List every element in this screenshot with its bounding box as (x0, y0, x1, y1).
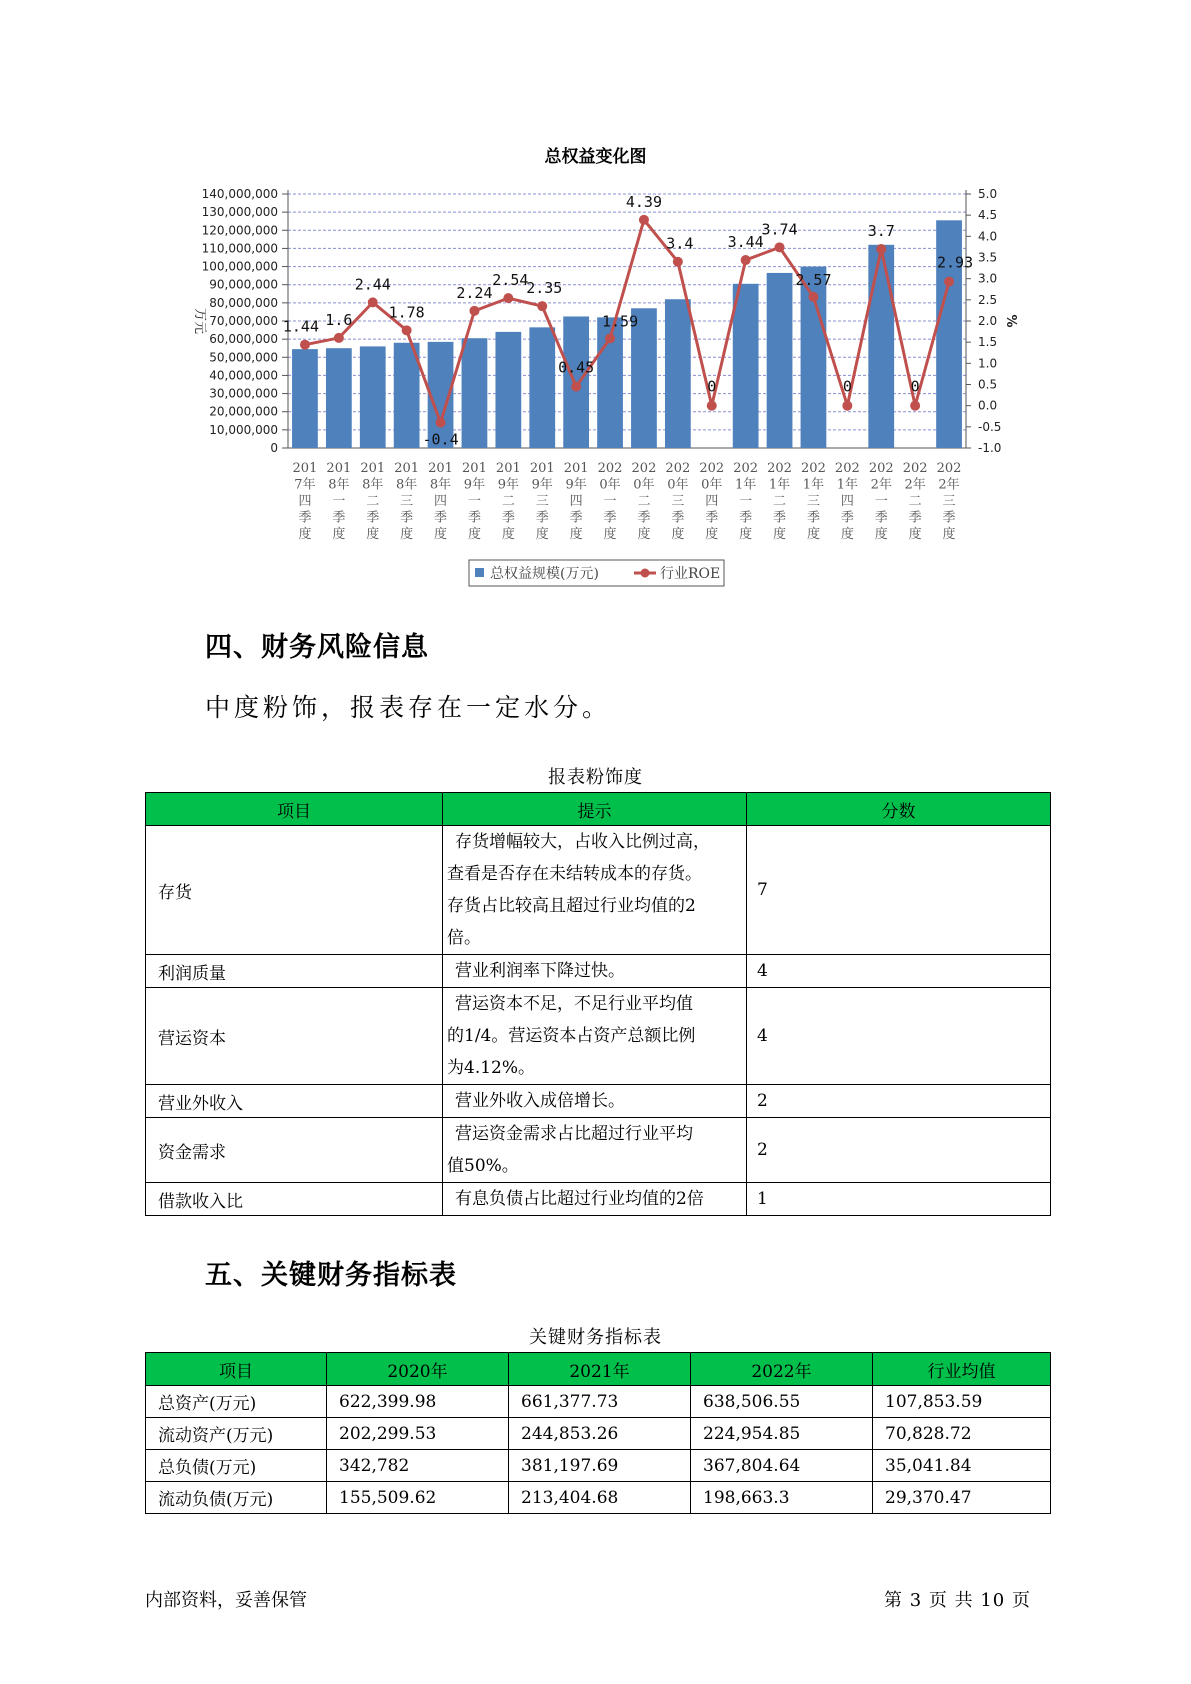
y2-tick-label: 1.5 (978, 335, 998, 350)
section5-heading: 五、关键财务指标表 (205, 1260, 457, 1291)
y2-tick-label: 3.5 (978, 250, 998, 265)
risk-item: 存货 (146, 826, 443, 955)
y2-tick-label: 2.5 (978, 292, 998, 307)
risk-table-row (146, 1118, 1051, 1183)
risk-score: 7 (747, 826, 1051, 955)
risk-table-row (146, 826, 1051, 955)
roe-point (300, 340, 310, 350)
y-tick-label: 60,000,000 (209, 332, 278, 347)
roe-data-label: 2.93 (936, 253, 974, 272)
roe-point (639, 215, 649, 225)
roe-data-label: 0 (707, 377, 717, 396)
x-tick-label: 202 1年三季度 (801, 461, 826, 542)
roe-point (503, 293, 513, 303)
risk-hint-line: 为4.12%。 (447, 1058, 536, 1078)
roe-data-label: 4.39 (625, 192, 663, 211)
risk-hint-line: 营运资本不足，不足行业平均值 (455, 994, 693, 1014)
kpi-table-row (146, 1418, 1051, 1450)
risk-table-row (146, 955, 1051, 988)
y2-tick-label: 0.0 (978, 398, 998, 413)
risk-table-caption: 报表粉饰度 (548, 767, 643, 788)
roe-data-label: 3.74 (761, 220, 798, 239)
kpi-table-row (146, 1450, 1051, 1482)
equity-chart (0, 0, 1191, 600)
risk-item: 营运资本 (146, 988, 443, 1085)
roe-data-label: 1.44 (282, 317, 320, 336)
y-tick-label: 110,000,000 (201, 241, 278, 256)
y2-tick-label: 3.0 (978, 271, 998, 286)
roe-data-label: 2.35 (526, 279, 563, 298)
y-tick-label: 120,000,000 (201, 223, 278, 238)
risk-hint-line: 有息负债占比超过行业均值的2倍 (455, 1189, 704, 1209)
x-tick-label: 202 2年三季度 (936, 461, 962, 542)
kpi-value: 29,370.47 (873, 1482, 1051, 1514)
y-tick-label: 80,000,000 (209, 295, 278, 310)
y2-tick-label: 2.0 (978, 314, 998, 328)
roe-data-label: 1.59 (601, 312, 639, 331)
kpi-value: 638,506.55 (691, 1386, 873, 1418)
y2-tick-label: 5.0 (978, 187, 998, 201)
legend-bar-swatch (475, 568, 484, 577)
legend-line-marker (641, 569, 650, 578)
roe-point (808, 292, 818, 302)
kpi-table-caption: 关键财务指标表 (529, 1327, 662, 1348)
roe-data-label: 2.57 (795, 270, 832, 289)
kpi-value: 35,041.84 (873, 1450, 1051, 1482)
roe-point (469, 306, 479, 316)
y-tick-label: 0 (270, 441, 278, 455)
kpi-value: 244,853.26 (509, 1418, 691, 1450)
section4-heading: 四、财务风险信息 (205, 632, 429, 663)
x-tick-label: 202 2年一季度 (868, 461, 894, 542)
y2-tick-label: 4.5 (978, 208, 998, 223)
roe-data-label: 2.24 (456, 283, 493, 302)
roe-point (910, 401, 920, 411)
risk-hint (443, 1085, 747, 1118)
risk-score: 4 (747, 988, 1051, 1085)
equity-bar (326, 348, 352, 448)
legend-bar-label: 总权益规模(万元) (490, 566, 599, 582)
x-tick-label: 201 9年四季度 (563, 461, 589, 542)
y2-tick-label: 0.5 (978, 377, 998, 392)
y-tick-label: 10,000,000 (209, 422, 278, 437)
x-tick-label: 201 8年三季度 (394, 461, 420, 542)
y-tick-label: 100,000,000 (201, 259, 278, 274)
kpi-value: 202,299.53 (327, 1418, 509, 1450)
risk-hint-line: 营业外收入成倍增长。 (455, 1091, 625, 1111)
equity-bar (665, 299, 691, 448)
equity-bar (360, 346, 386, 448)
kpi-header-2021: 2021年 (509, 1353, 691, 1386)
risk-hint-line: 倍。 (447, 928, 481, 948)
roe-point (673, 257, 683, 267)
y2-axis-title: % (1003, 314, 1018, 328)
x-tick-label: 201 8年一季度 (326, 461, 352, 542)
kpi-value: 213,404.68 (509, 1482, 691, 1514)
equity-bar (767, 273, 793, 448)
x-tick-label: 202 1年二季度 (767, 461, 792, 542)
risk-hint-line: 查看是否存在未结转成本的存货。 (447, 864, 702, 884)
risk-table-row (146, 1085, 1051, 1118)
risk-summary-text: 中度粉饰，报表存在一定水分。 (205, 693, 612, 722)
kpi-header-industry: 行业均值 (873, 1353, 1051, 1386)
roe-point (944, 277, 954, 287)
kpi-value: 224,954.85 (691, 1418, 873, 1450)
y-tick-label: 40,000,000 (209, 368, 278, 383)
risk-hint (443, 1118, 747, 1183)
roe-point (842, 401, 852, 411)
roe-point (741, 255, 751, 265)
roe-point (436, 418, 446, 428)
risk-score: 2 (747, 1085, 1051, 1118)
y-tick-label: 50,000,000 (209, 350, 278, 365)
header-score: 分数 (747, 793, 1051, 826)
header-item: 项目 (146, 793, 443, 826)
kpi-value: 70,828.72 (873, 1418, 1051, 1450)
kpi-item: 流动资产(万元) (146, 1418, 327, 1450)
kpi-value: 155,509.62 (327, 1482, 509, 1514)
equity-bar (868, 245, 894, 448)
y-tick-label: 90,000,000 (209, 277, 278, 292)
risk-table-row (146, 988, 1051, 1085)
kpi-value: 661,377.73 (509, 1386, 691, 1418)
kpi-value: 342,782 (327, 1450, 509, 1482)
kpi-table-row (146, 1482, 1051, 1514)
y2-tick-label: -1.0 (978, 441, 1002, 455)
y-tick-label: 70,000,000 (209, 314, 278, 328)
kpi-table-row (146, 1386, 1051, 1418)
equity-bar (495, 332, 521, 448)
roe-data-label: 0 (910, 377, 920, 396)
kpi-header-2020: 2020年 (327, 1353, 509, 1386)
header-hint: 提示 (443, 793, 747, 826)
roe-point (334, 333, 344, 343)
kpi-table-header (146, 1353, 1051, 1386)
roe-point (402, 325, 412, 335)
roe-data-label: -0.4 (422, 430, 459, 449)
roe-data-label: 0.45 (558, 358, 595, 377)
risk-hint-line: 存货增幅较大，占收入比例过高， (455, 832, 710, 852)
x-tick-label: 201 8年四季度 (428, 461, 453, 542)
kpi-value: 198,663.3 (691, 1482, 873, 1514)
risk-hint-line: 营业利润率下降过快。 (455, 961, 625, 981)
kpi-header-2022: 2022年 (691, 1353, 873, 1386)
x-tick-label: 201 8年二季度 (360, 461, 386, 542)
risk-score: 4 (747, 955, 1051, 988)
kpi-item: 总资产(万元) (146, 1386, 327, 1418)
risk-score: 1 (747, 1183, 1051, 1216)
roe-data-label: 1.6 (325, 310, 353, 329)
risk-hint-line: 存货占比较高且超过行业均值的2 (447, 896, 696, 916)
roe-point (537, 301, 547, 311)
roe-point (605, 333, 615, 343)
y2-tick-label: -0.5 (978, 419, 1002, 434)
roe-point (775, 242, 785, 252)
equity-bar (292, 349, 318, 448)
equity-bar (529, 327, 555, 448)
risk-hint-line: 值50%。 (447, 1156, 519, 1176)
x-tick-label: 202 0年一季度 (597, 461, 623, 542)
kpi-item: 流动负债(万元) (146, 1482, 327, 1514)
risk-table-row (146, 1183, 1051, 1216)
x-tick-label: 202 2年二季度 (902, 461, 928, 542)
roe-data-label: 1.78 (388, 303, 425, 322)
roe-data-label: 2.54 (492, 271, 529, 290)
risk-item: 借款收入比 (146, 1183, 443, 1216)
kpi-value: 107,853.59 (873, 1386, 1051, 1418)
footer-page-number: 第 3 页 共 10 页 (884, 1590, 1031, 1611)
x-tick-label: 202 0年三季度 (665, 461, 691, 542)
y2-tick-label: 1.0 (978, 356, 998, 371)
roe-point (707, 401, 717, 411)
kpi-table (145, 1352, 1051, 1514)
risk-item: 利润质量 (146, 955, 443, 988)
kpi-value: 381,197.69 (509, 1450, 691, 1482)
risk-hint (443, 955, 747, 988)
risk-hint (443, 826, 747, 955)
roe-point (571, 382, 581, 392)
x-tick-label: 201 7年四季度 (292, 461, 318, 542)
equity-bar (733, 284, 759, 448)
x-tick-label: 201 9年一季度 (462, 461, 487, 542)
roe-data-label: 2.44 (354, 275, 391, 294)
x-tick-label: 201 9年二季度 (495, 461, 521, 542)
roe-data-label: 0 (842, 377, 852, 396)
y-tick-label: 140,000,000 (201, 187, 278, 201)
risk-item: 资金需求 (146, 1118, 443, 1183)
x-tick-label: 201 9年三季度 (529, 461, 555, 542)
roe-data-label: 3.44 (727, 233, 764, 252)
x-tick-label: 202 1年四季度 (834, 461, 860, 542)
risk-hint-line: 的1/4。营运资本占资产总额比例 (447, 1026, 696, 1046)
kpi-item: 总负债(万元) (146, 1450, 327, 1482)
kpi-value: 622,399.98 (327, 1386, 509, 1418)
roe-point (876, 244, 886, 254)
risk-score: 2 (747, 1118, 1051, 1183)
y-tick-label: 30,000,000 (209, 386, 278, 401)
roe-data-label: 3.4 (666, 234, 694, 253)
y-tick-label: 20,000,000 (209, 404, 278, 419)
x-tick-label: 202 1年一季度 (733, 461, 759, 542)
x-tick-label: 202 0年二季度 (631, 461, 657, 542)
risk-table-header (146, 793, 1051, 826)
kpi-header-item: 项目 (146, 1353, 327, 1386)
chart-title: 总权益变化图 (544, 147, 647, 167)
x-tick-label: 202 0年四季度 (699, 461, 725, 542)
roe-point (368, 297, 378, 307)
risk-hint (443, 1183, 747, 1216)
kpi-value: 367,804.64 (691, 1450, 873, 1482)
risk-hint-line: 营运资金需求占比超过行业平均 (455, 1124, 693, 1144)
legend-line-label: 行业ROE (660, 566, 721, 582)
y-tick-label: 130,000,000 (201, 205, 278, 220)
risk-table (145, 792, 1051, 1216)
equity-bar (462, 338, 488, 448)
roe-data-label: 3.7 (867, 222, 895, 241)
y2-tick-label: 4.0 (978, 229, 998, 244)
footer-confidential: 内部资料，妥善保管 (145, 1590, 307, 1611)
risk-hint (443, 988, 747, 1085)
y-axis-title: 万元 (192, 307, 207, 335)
risk-item: 营业外收入 (146, 1085, 443, 1118)
